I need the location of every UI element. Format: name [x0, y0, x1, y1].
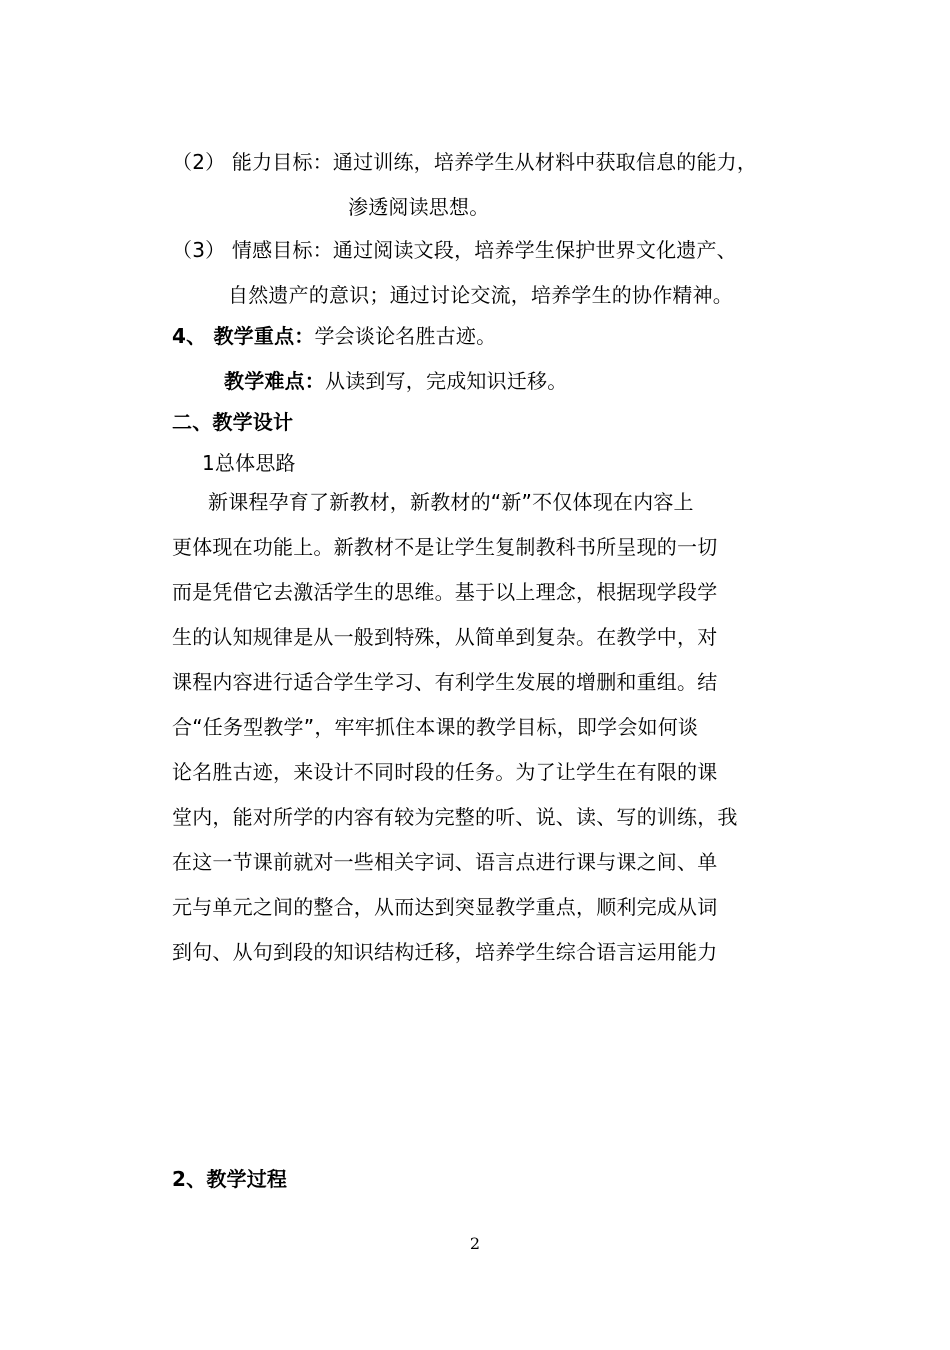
ability-objective-line-1: （2） 能力目标：通过训练，培养学生从材料中获取信息的能力， — [172, 150, 758, 174]
teaching-focus-line — [172, 321, 496, 351]
teaching-focus-label: 4、 教学重点： — [172, 324, 315, 348]
teaching-difficulty-text: 从读到写，完成知识迁移。 — [325, 369, 568, 393]
page-number: 2 — [469, 1234, 481, 1253]
paragraph-line: 元与单元之间的整合，从而达到突显教学重点，顺利完成从词 — [172, 895, 718, 919]
paragraph-line: 在这一节课前就对一些相关字词、语言点进行课与课之间、单 — [172, 850, 718, 874]
section-heading-process: 2、教学过程 — [172, 1167, 288, 1191]
emotion-objective-line-2: 自然遗产的意识；通过讨论交流，培养学生的协作精神。 — [228, 283, 733, 307]
paragraph-line: 论名胜古迹，来设计不同时段的任务。为了让学生在有限的课 — [172, 760, 718, 784]
paragraph-line: 更体现在功能上。新教材不是让学生复制教科书所呈现的一切 — [172, 535, 718, 559]
paragraph-line: 而是凭借它去激活学生的思维。基于以上理念，根据现学段学 — [172, 580, 718, 604]
paragraph-line: 生的认知规律是从一般到特殊，从简单到复杂。在教学中，对 — [172, 625, 718, 649]
paragraph-line: 新课程孕育了新教材，新教材的“新”不仅体现在内容上 — [208, 490, 694, 514]
teaching-difficulty-label: 教学难点： — [224, 369, 325, 393]
paragraph-line: 课程内容进行适合学生学习、有利学生发展的增删和重组。结 — [172, 670, 718, 694]
teaching-difficulty-line — [224, 366, 567, 396]
emotion-objective-line-1: （3） 情感目标：通过阅读文段，培养学生保护世界文化遗产、 — [172, 238, 737, 262]
teaching-focus-text: 学会谈论名胜古迹。 — [314, 324, 497, 348]
subheading-overall-approach: 1总体思路 — [202, 451, 296, 475]
ability-objective-line-2: 渗透阅读思想。 — [348, 195, 490, 219]
paragraph-line: 合“任务型教学”，牢牢抓住本课的教学目标，即学会如何谈 — [172, 715, 699, 739]
section-heading-design: 二、教学设计 — [172, 410, 294, 434]
paragraph-line: 到句、从句到段的知识结构迁移，培养学生综合语言运用能力 — [172, 940, 718, 964]
paragraph-line: 堂内，能对所学的内容有较为完整的听、说、读、写的训练，我 — [172, 805, 738, 829]
